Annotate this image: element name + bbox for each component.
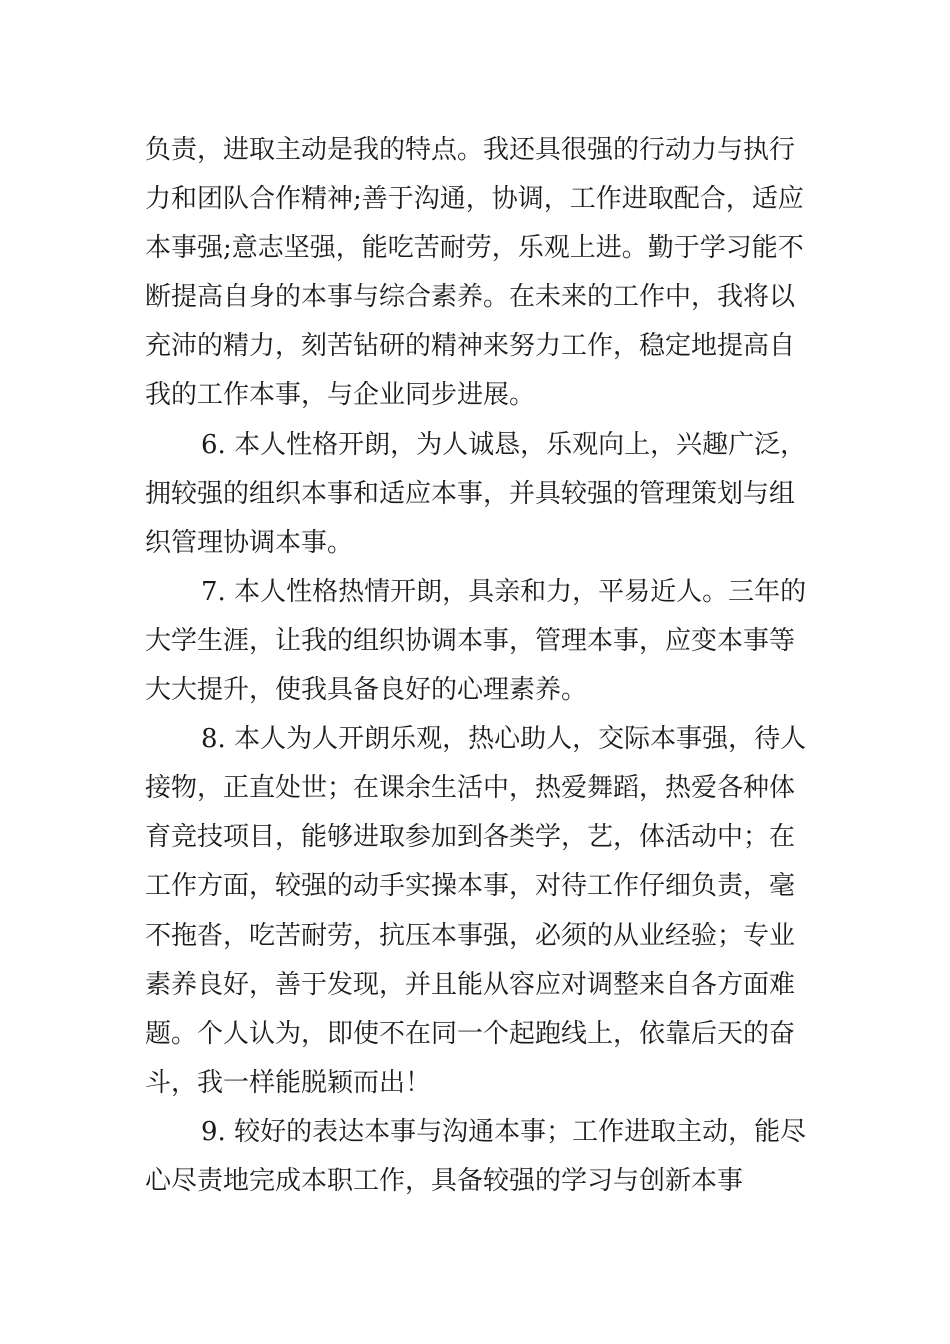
text-line: 接物，正直处世；在课余生活中，热爱舞蹈，热爱各种体 (145, 773, 796, 804)
text-line: 本事强;意志坚强，能吃苦耐劳，乐观上进。勤于学习能不 (145, 233, 804, 264)
text-line: 大大提升，使我具备良好的心理素养。 (145, 675, 588, 706)
paragraph-item-8 (145, 715, 815, 1108)
text-line: 大学生涯，让我的组织协调本事，管理本事，应变本事等 (145, 625, 796, 656)
text-line: 织管理协调本事。 (145, 527, 354, 558)
text-line: 6. 本人性格开朗，为人诚恳，乐观向上，兴趣广泛， (201, 429, 807, 460)
text-line: 断提高自身的本事与综合素养。在未来的工作中，我将以 (145, 282, 796, 313)
text-line: 不拖沓，吃苦耐劳，抗压本事强，必须的从业经验；专业 (145, 920, 796, 951)
text-line: 充沛的精力，刻苦钻研的精神来努力工作，稳定地提高自 (145, 331, 796, 362)
text-line: 题。个人认为，即使不在同一个起跑线上，依靠后天的奋 (145, 1018, 796, 1049)
text-line: 7. 本人性格热情开朗，具亲和力，平易近人。三年的 (201, 576, 807, 607)
text-line: 力和团队合作精神;善于沟通，协调，工作进取配合，适应 (145, 184, 804, 215)
paragraph-item-7 (145, 568, 815, 715)
text-line: 8. 本人为人开朗乐观，热心助人，交际本事强，待人 (201, 724, 807, 755)
paragraph-item-6 (145, 421, 815, 568)
text-line: 育竞技项目，能够进取参加到各类学，艺，体活动中；在 (145, 822, 796, 853)
text-line: 拥较强的组织本事和适应本事，并具较强的管理策划与组 (145, 478, 796, 509)
text-line: 工作方面，较强的动手实操本事，对待工作仔细负责，毫 (145, 871, 796, 902)
paragraph-1 (145, 126, 815, 421)
document-body (145, 126, 815, 1206)
text-line: 斗，我一样能脱颖而出！ (145, 1067, 432, 1098)
text-line: 9. 较好的表达本事与沟通本事；工作进取主动，能尽 (201, 1116, 807, 1147)
text-line: 心尽责地完成本职工作，具备较强的学习与创新本事 (145, 1165, 744, 1196)
text-line: 负责，进取主动是我的特点。我还具很强的行动力与执行 (145, 135, 796, 165)
paragraph-item-9 (145, 1108, 815, 1206)
text-line: 我的工作本事，与企业同步进展。 (145, 380, 536, 411)
text-line: 素养良好，善于发现，并且能从容应对调整来自各方面难 (145, 969, 796, 1000)
